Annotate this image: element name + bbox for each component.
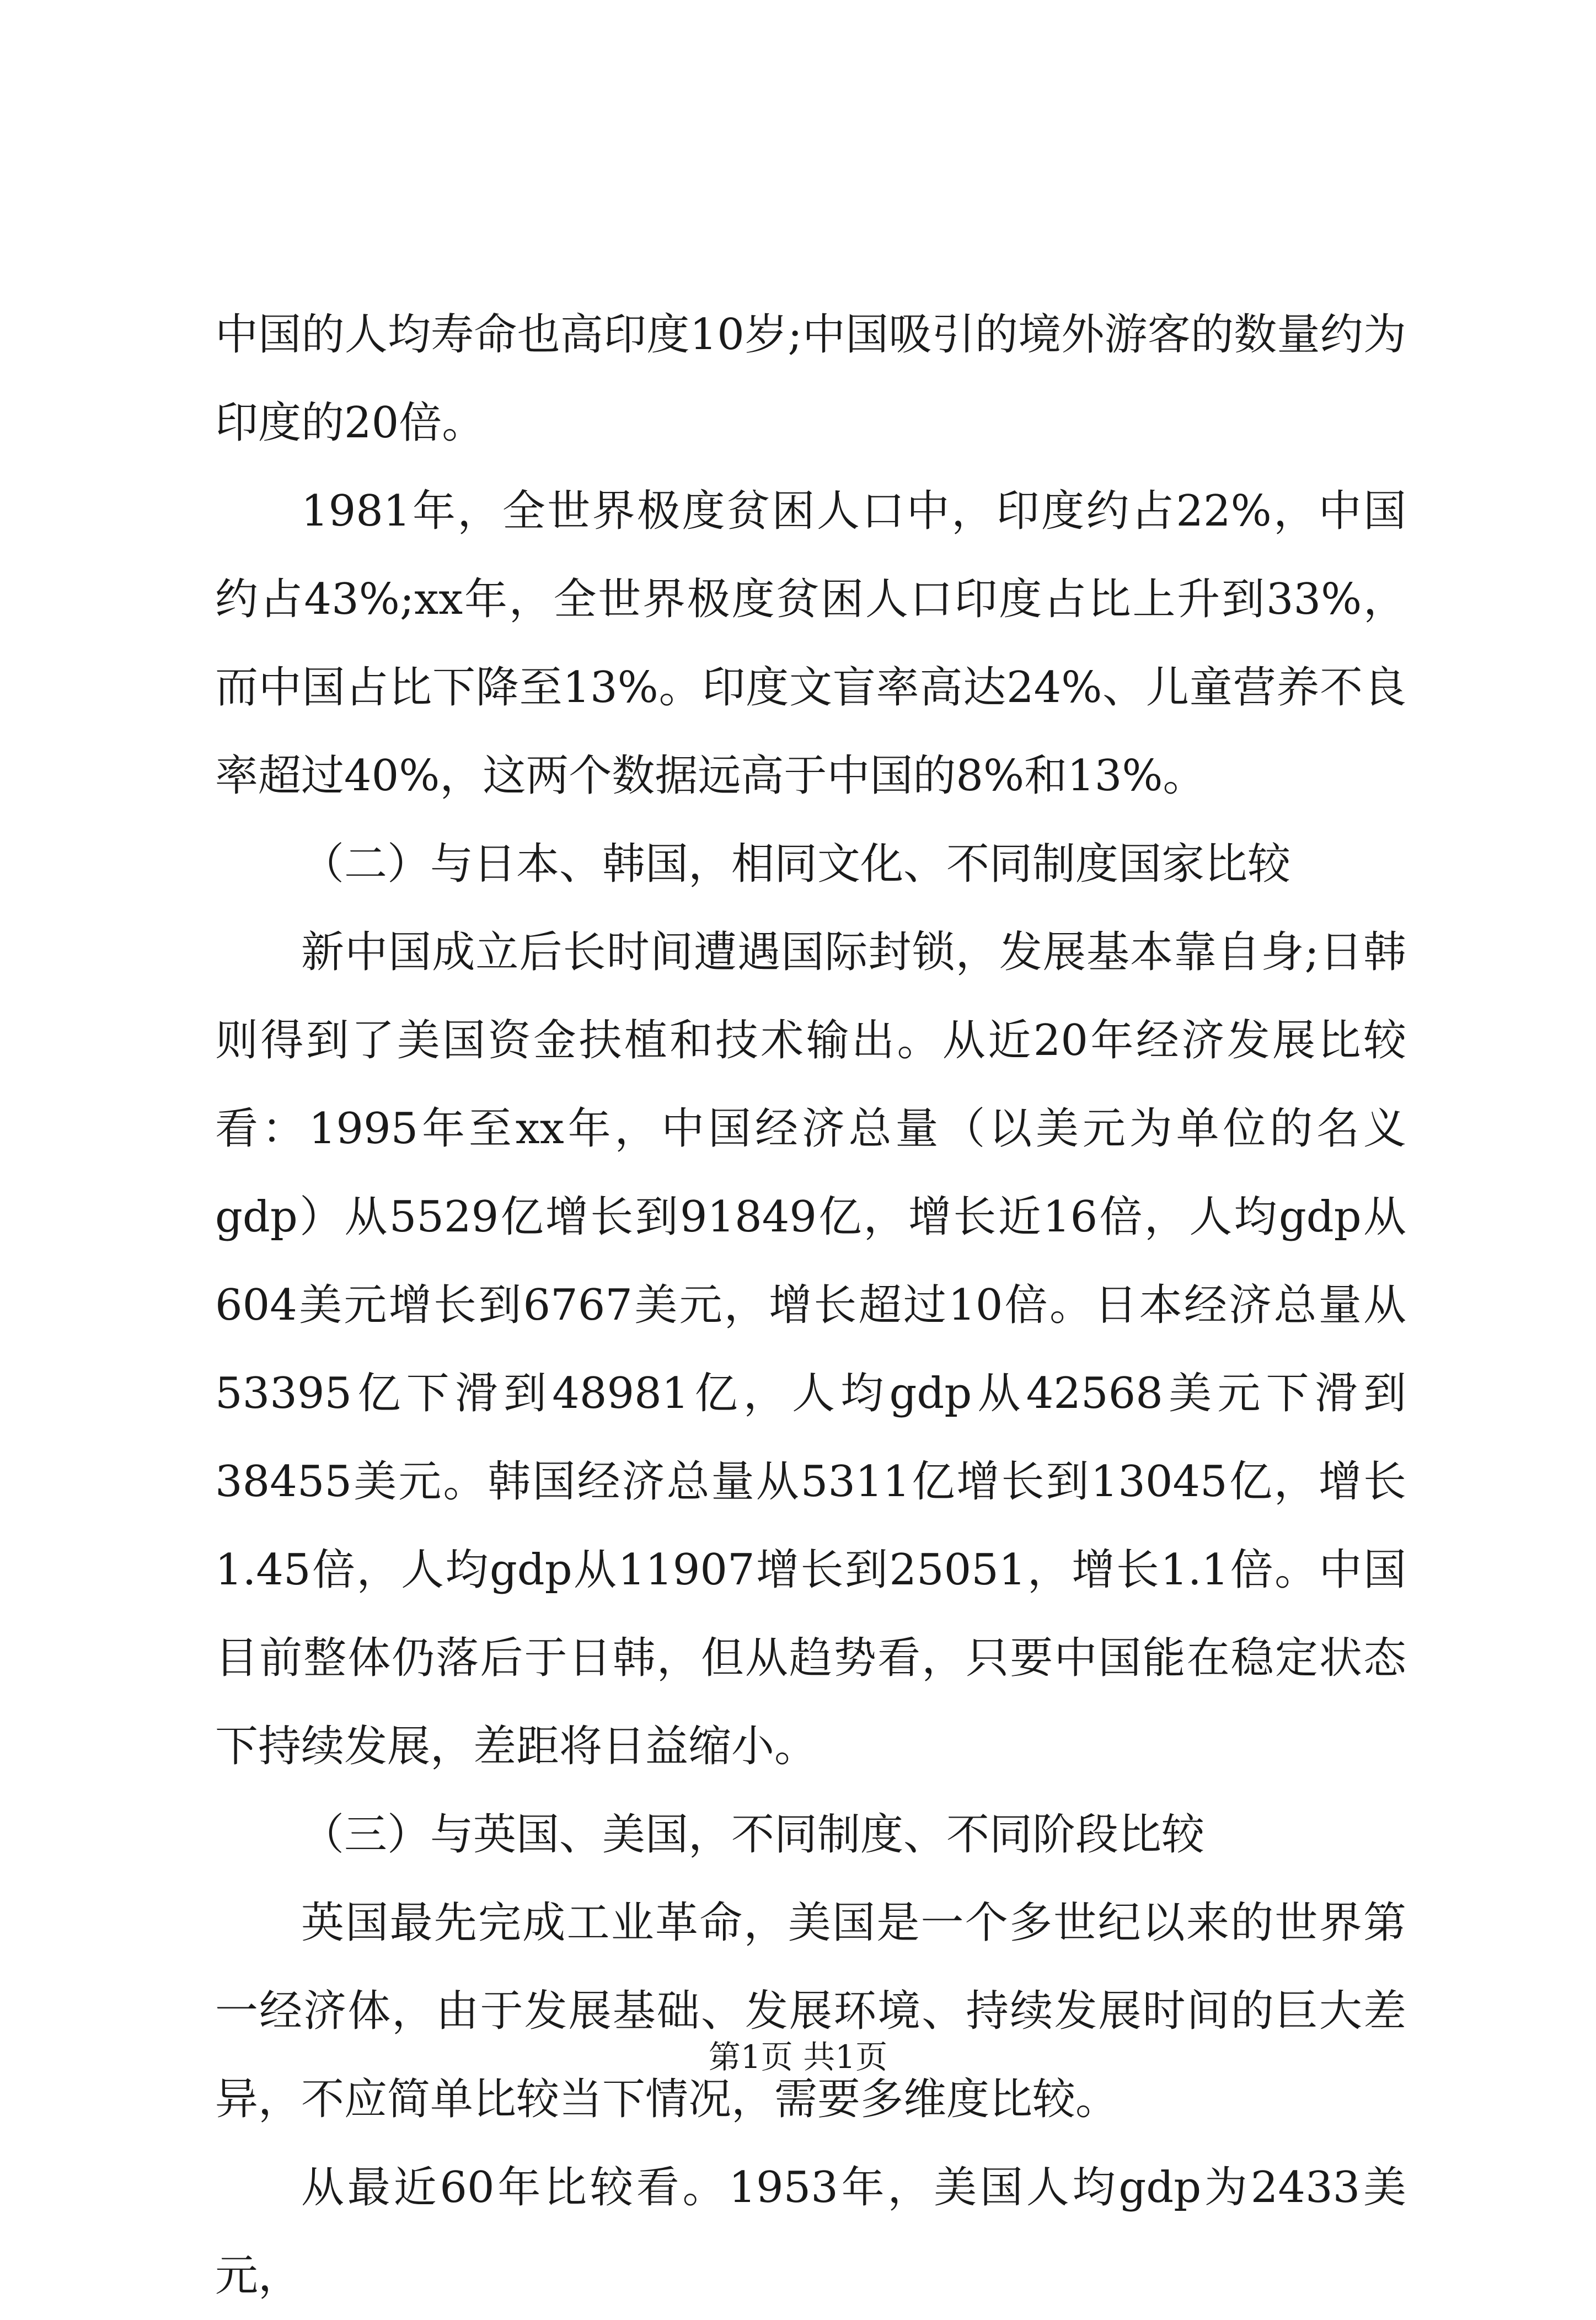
paragraph-life-expectancy: 中国的人均寿命也高印度10岁;中国吸引的境外游客的数量约为印度的20倍。	[215, 310, 1406, 448]
paragraph-japan-korea-comparison: 新中国成立后长时间遭遇国际封锁，发展基本靠自身;日韩则得到了美国资金扶植和技术输出。从近20年经济发展比较看：1995年至xx年，中国经济总量（以美元为单位的名义gdp）从5529亿增长到91849亿，增长近16倍，人均gdp从604美元增长到6767美元，增长超过10倍。日本经济总量从53395亿下滑到48981亿，人均gdp从42568美元下滑到38455美元。韩国经济总量从5311亿增长到13045亿，增长1.45倍，人均gdp从11907增长到25051，增长1.1倍。中国目前整体仍落后于日韩，但从趋势看，只要中国能在稳定状态下持续发展，差距将日益缩小。	[215, 928, 1406, 1771]
section-heading-japan-korea: （二）与日本、韩国，相同文化、不同制度国家比较	[301, 839, 1291, 889]
document-body	[215, 291, 1406, 2320]
paragraph-uk-us-intro: 英国最先完成工业革命，美国是一个多世纪以来的世界第一经济体，由于发展基础、发展环境、持续发展时间的巨大差异，不应简单比较当下情况，需要多维度比较。	[215, 1898, 1406, 2124]
section-heading-uk-us: （三）与英国、美国，不同制度、不同阶段比较	[301, 1810, 1205, 1860]
paragraph-sixty-years: 从最近60年比较看。1953年，美国人均gdp为2433美元，	[215, 2163, 1406, 2301]
page-number-footer: 第1页 共1页	[708, 2038, 888, 2076]
paragraph-poverty-comparison: 1981年，全世界极度贫困人口中，印度约占22%，中国约占43%;xx年，全世界极度贫困人口印度占比上升到33%，而中国占比下降至13%。印度文盲率高达24%、儿童营养不良率超过40%，这两个数据远高于中国的8%和13%。	[215, 486, 1406, 801]
